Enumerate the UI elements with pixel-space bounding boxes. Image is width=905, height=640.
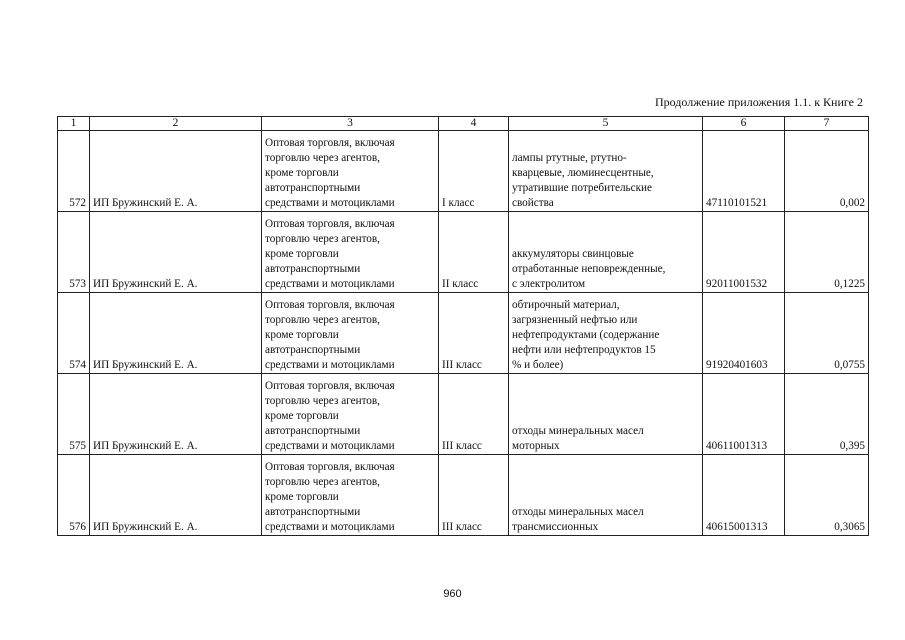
column-header: 2 (90, 117, 262, 131)
waste-amount: 0,395 (785, 374, 869, 455)
hazard-class: III класс (439, 293, 509, 374)
waste-code: 91920401603 (703, 293, 785, 374)
table-row (58, 374, 869, 455)
column-header: 6 (703, 117, 785, 131)
hazard-class: I класс (439, 131, 509, 212)
organization-name: ИП Бружинский Е. А. (90, 455, 262, 536)
row-number: 572 (58, 131, 90, 212)
activity-type: Оптовая торговля, включая торговлю через агентов, кроме торговли автотранспортными средствами и мотоциклами (262, 131, 439, 212)
table-row (58, 131, 869, 212)
activity-type: Оптовая торговля, включая торговлю через агентов, кроме торговли автотранспортными средствами и мотоциклами (262, 374, 439, 455)
waste-amount: 0,1225 (785, 212, 869, 293)
waste-description: обтирочный материал, загрязненный нефтью или нефтепродуктами (содержание нефти или нефтепродуктов 15 % и более) (509, 293, 703, 374)
organization-name: ИП Бружинский Е. А. (90, 374, 262, 455)
hazard-class: III класс (439, 455, 509, 536)
waste-amount: 0,0755 (785, 293, 869, 374)
row-number: 575 (58, 374, 90, 455)
organization-name: ИП Бружинский Е. А. (90, 212, 262, 293)
waste-amount: 0,3065 (785, 455, 869, 536)
table-row (58, 293, 869, 374)
organization-name: ИП Бружинский Е. А. (90, 293, 262, 374)
column-header: 5 (509, 117, 703, 131)
hazard-class: III класс (439, 374, 509, 455)
organization-name: ИП Бружинский Е. А. (90, 131, 262, 212)
waste-description: аккумуляторы свинцовые отработанные неповрежденные, с электролитом (509, 212, 703, 293)
activity-type: Оптовая торговля, включая торговлю через агентов, кроме торговли автотранспортными средствами и мотоциклами (262, 455, 439, 536)
activity-type: Оптовая торговля, включая торговлю через агентов, кроме торговли автотранспортными средствами и мотоциклами (262, 293, 439, 374)
row-number: 576 (58, 455, 90, 536)
waste-description: отходы минеральных масел моторных (509, 374, 703, 455)
waste-code: 47110101521 (703, 131, 785, 212)
table-row (58, 212, 869, 293)
activity-type: Оптовая торговля, включая торговлю через агентов, кроме торговли автотранспортными средствами и мотоциклами (262, 212, 439, 293)
waste-amount: 0,002 (785, 131, 869, 212)
table-caption: Продолжение приложения 1.1. к Книге 2 (654, 95, 863, 109)
column-header: 1 (58, 117, 90, 131)
row-number: 573 (58, 212, 90, 293)
waste-code: 40615001313 (703, 455, 785, 536)
waste-description: лампы ртутные, ртутно- кварцевые, люминесцентные, утратившие потребительские свойства (509, 131, 703, 212)
waste-description: отходы минеральных масел трансмиссионных (509, 455, 703, 536)
waste-register-table (57, 116, 869, 536)
header-row (58, 117, 869, 131)
waste-code: 40611001313 (703, 374, 785, 455)
row-number: 574 (58, 293, 90, 374)
column-header: 4 (439, 117, 509, 131)
waste-code: 92011001532 (703, 212, 785, 293)
hazard-class: II класс (439, 212, 509, 293)
table-row (58, 455, 869, 536)
column-header: 3 (262, 117, 439, 131)
page-number: 960 (443, 588, 462, 600)
column-header: 7 (785, 117, 869, 131)
